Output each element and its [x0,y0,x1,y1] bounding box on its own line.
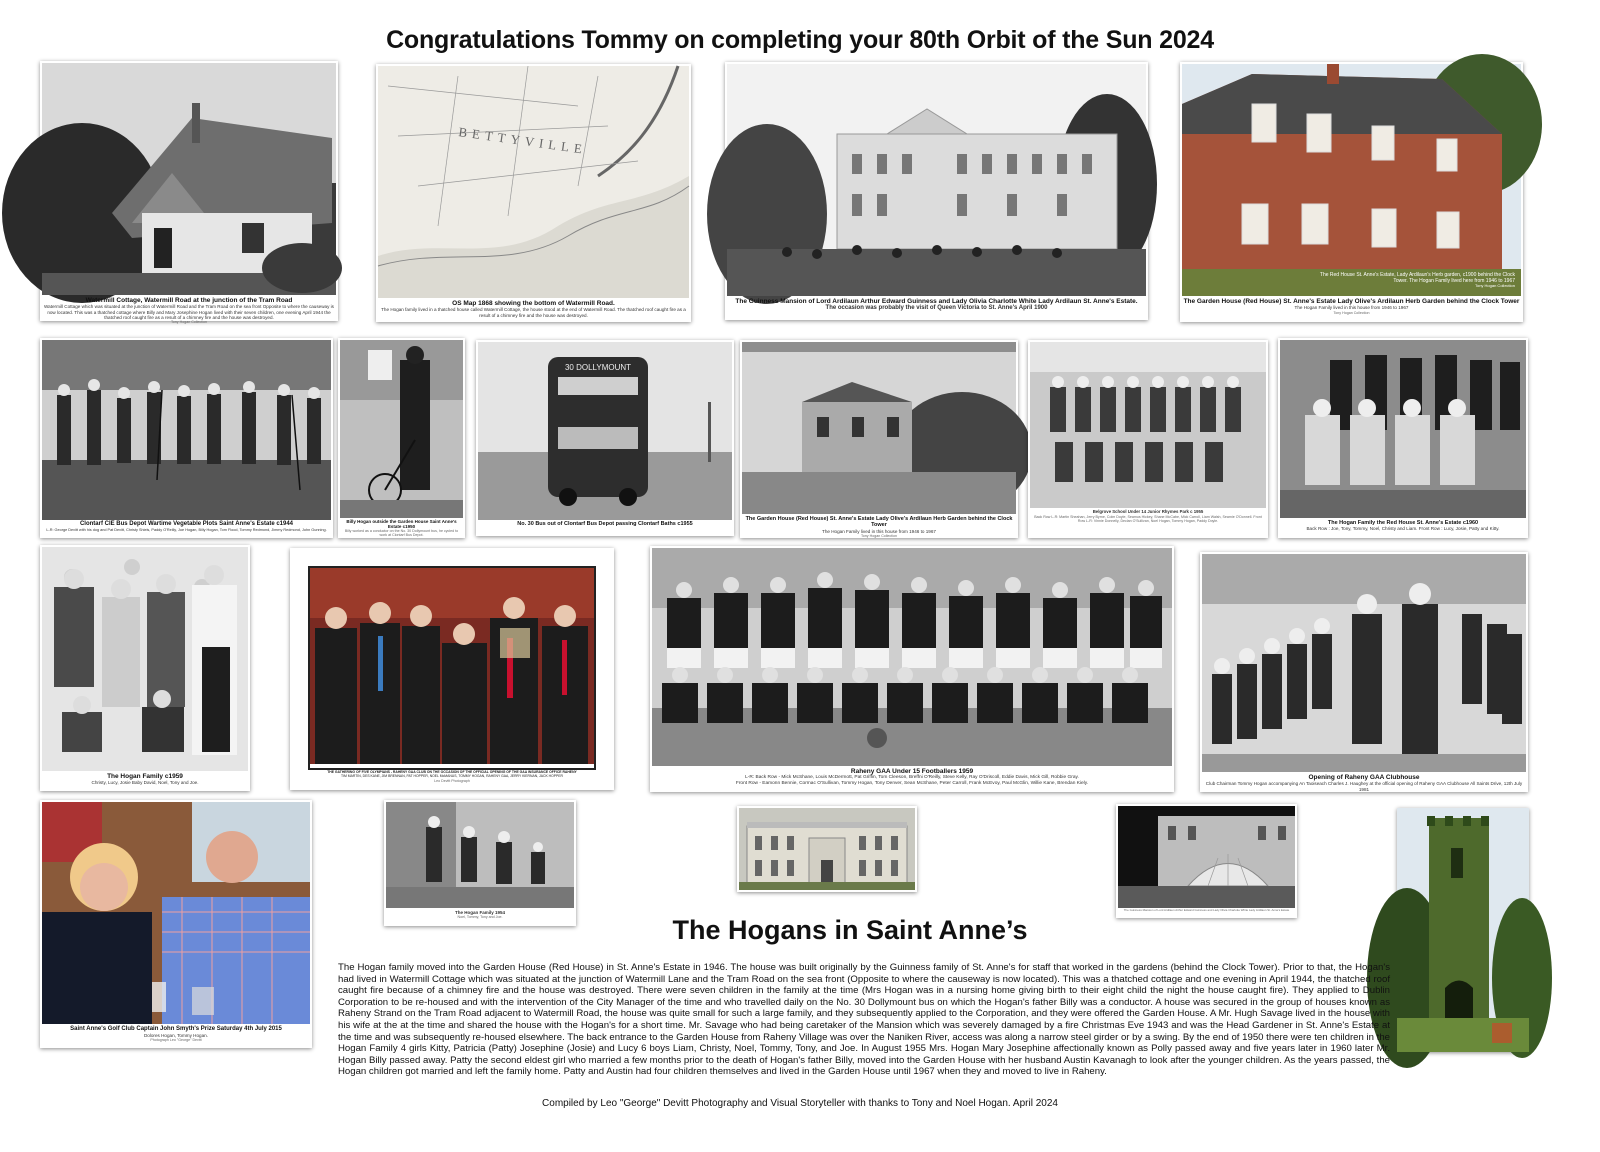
school-team-caption-title: Belgrove School Under 14 Junior Rhymes Park c 1955 [1092,509,1204,514]
clubhouse-caption-sub: Club Chairman Tommy Hogan accompanying An Taoiseach Charles J. Haughey at the official opening of Raheny GAA Clubhouse All Saints Drive, 12th July 1981 [1205,781,1523,792]
bus-caption [479,521,731,527]
gaa-image [652,548,1172,766]
garden-house-caption [743,516,1015,538]
family-1959-image [42,547,248,771]
school-team-caption-sub: Back Row L-R: Martin Sheahan, Jerry Byrne, Colm Doyle, Seamus Hickey, Shane McCabe, Mick Carroll, Liam Walsh, Seamie O'Donnell. Front Row L-R: Vinnie Donnelly, Declan O'Sullivan, Noel Hogan, Tommy Hogan, Paddy Doyle. [1034,514,1262,524]
mansion-caption-sub: The occasion was probably the visit of Queen Victoria to St. Anne's April 1900 [825,305,1048,312]
family-1954-image [386,802,574,908]
family-1959-caption [43,773,247,786]
gaa-caption [653,768,1171,787]
bicycle-image [340,340,463,518]
photo-hogan-family-1959 [40,545,250,791]
photo-golf-club-2015 [40,800,312,1048]
cottage-caption-tag: Tony Hogan Collection [171,320,207,325]
red-house-overlay-text: The Red House St. Anne's Estate, Lady Ardilaun's Herb garden, c1900 behind the Clock Tower. The Hogan Family lived here from 1946 to 1967 [1319,272,1515,284]
red-house-caption-sub: The Hogan Family lived in this house from 1946 to 1967 [1294,305,1409,311]
reunion-caption-tag: Leo Devitt Photograph [434,778,470,783]
red-house-caption [1183,298,1520,315]
family-1960-caption [1281,520,1525,532]
school-team-image [1030,342,1266,508]
cottage-caption-sub: Watermill Cottage which was situated at the junction of Watermill Road and the Tram Road on the sea front Opposite to where the causeway is now located. This was a thatched cottage where Billy and Mary Josephine Hogan lived with their seven children, one evening April 1944 the thatched roof caught fire as a result of a chimney fire and the house was destroyed. [44,304,334,321]
photo-garden-house [740,340,1018,538]
cottage-caption [43,297,335,324]
os-map-caption [379,300,688,318]
family-1954-caption-title: The Hogan Family 1954 [454,910,506,915]
family-1960-image [1280,340,1526,518]
clubhouse-caption [1203,774,1525,792]
photo-os-map [376,64,691,322]
photo-clock-tower [1397,808,1529,1052]
photo-billy-bicycle [338,338,465,538]
os-map-label: BETTYVILLE [457,124,588,157]
photo-watermill-cottage [40,61,338,325]
section-title: The Hogans in Saint Anne’s [672,915,1028,945]
garden-house-caption-tag: Tony Hogan Collection [861,533,897,538]
photo-raheny-gaa-1959 [650,546,1174,792]
golf-caption-sub: Dolores Hogan, Tommy Hogan. [143,1032,208,1038]
golf-caption-title: Saint Anne's Golf Club Captain John Smyth's Prize Saturday 4th July 2015 [70,1026,282,1032]
workers-caption [43,521,330,532]
golf-caption [43,1026,309,1042]
golf-image [42,802,310,1024]
os-map-image [378,66,689,298]
page-title: Congratulations Tommy on completing your 80th Orbit of the Sun 2024 [386,26,1214,54]
credit-line: Compiled by Leo "George" Devitt Photography and Visual Storyteller with thanks to Tony and Noel Hogan. April 2024 [542,1098,1058,1109]
bus-destination: 30 DOLLYMOUNT [564,363,632,372]
gaa-caption-back-row: L-R: Back Row - Mick McShane, Louis McDermott, Pat Griffin, Tom Cleeson, Breffni O'Reilly, Steve Kelly, Ray O'Driscoll, Eddie Davis, Mick Gill, Robbie Gray. [745,775,1079,781]
conservatory-image [1118,806,1295,908]
conservatory-caption-title: The Guinness Mansion of Lord Ardilaun Arthur Edward Guinness and Lady Olivia Charlotte White Lady Ardilaun St. Anne's Estate [1123,908,1290,912]
family-1959-caption-sub: Christy, Lucy, Josie Baby David, Noel, Tony and Joe. [91,780,199,786]
photo-no30-bus [476,340,734,536]
reunion-caption-sub: TIM MARTIN, DES KANE, JIM BRENNAN, PAT HOPPER, NOEL McMANUS, TOMMY HOGAN, RAHENY GAA, JERRY KIERNAN, JACK HOPPER [341,773,563,778]
bicycle-caption [341,519,462,538]
gaa-caption-front-row: Front Row - Eamonn Bennie, Cormac O'Sullivan, Tommy Hogan, Tony Denver, Sean McShane, Peter Carroll, Frank McEvoy, Paul McGlin, Willie Kane, Brendan Kiely. [735,780,1089,786]
family-1954-caption [387,910,573,919]
red-house-overlay-tag: Tony Hogan Collection [1474,283,1515,288]
red-house-caption-title: The Garden House (Red House) St. Anne's Estate Lady Olive's Ardilaun Herb Garden behind the Clock Tower [1183,298,1520,305]
photo-clubhouse-opening [1200,552,1528,792]
photo-mansion-conservatory [1116,804,1297,918]
reunion-image [308,566,596,770]
bicycle-caption-sub: Billy worked as a conductor on the No. 30 Dollymount bus, he cycled to work at Clontarf Bus Depot. [344,529,459,538]
workers-caption-title: Clontarf CIE Bus Depot Wartime Vegetable Plots Saint Anne's Estate c1944 [79,521,294,527]
photo-bus-depot-workers [40,338,333,538]
mansion-image [727,64,1146,296]
workers-caption-sub: L-R: George Devitt with his dog and Pat Devitt, Christy Shiels, Paddy O'Reilly, Joe Hogan, Billy Hogan, Tom Flood, Tommy Redmond, Jimmy Redmond, John Gunning. [46,527,327,532]
school-team-caption [1031,510,1265,523]
family-1959-caption-title: The Hogan Family c1959 [107,773,183,780]
photo-hogan-family-1954 [384,800,576,926]
cottage-caption-title: Watermill Cottage, Watermill Road at the junction of the Tram Road [85,297,293,304]
clubhouse-image [1202,554,1526,772]
cottage-image [42,63,336,295]
clock-tower-image [1397,808,1529,1052]
garden-house-caption-sub: The Hogan Family lived in this house from 1946 to 1967 [822,528,936,534]
story-paragraph: The Hogan family moved into the Garden House (Red House) in St. Anne's Estate in 1946. The house was built originally by the Guinness family of St. Anne's for staff that worked in the gardens (behind the Clock Tower). Prior to that, the Hogan's had lived in Watermill Cottage which was situated at the junction of Watermill Lane and the Tram Road on the sea front (Opposite to where the causeway is now located). This was a thatched cottage and one evening in April 1944, the thatched roof caught fire because of a chimney fire and the house was destroyed. There were seven children in the family at the time (Mrs Hogan was in a nursing home giving birth to their eight child the night the house caught fire). They applied to Dublin Corporation to be re-housed and with the intervention of the City Manager of the time and who travelled daily on the No. 30 Dollymount bus on which the Hogan's father Billy was a conductor. A house was secured in the group of houses known as Raheny Strand on the Tram Road adjacent to Watermill Road, the house was quite small for such a large family, and they subsequently applied to the Corporation, and they were offered the Garden House. A Mr. Hugh Savage lived in the house with his wife at the at the time and shared the house with the Hogan's for a short time. Mr. Savage who had being caretaker of the Mansion which was severely damaged by a fire Christmas Eve 1943 and was the Head Gardener in St. Anne's Estate at the time and was subsequently re-housed elsewhere. The back entrance to the Garden House from Raheny Village was over the Naniken River, access was along a narrow steel girder or by a swing. By the end of 1950 there were ten children in the Hogan Family 4 girls Kitty, Patricia (Patty) Josephine (Josie) and Lucy 6 boys Liam, Christy, Noel, Tommy, Tony, and Joe. In August 1955 Mrs. Hogan Mary Josephine affectionally known as Polly passed away and five years later in 1960 later Mr. Hogan Billy passed away. Patty the second eldest girl who married a few months prior to the death of Hogan's father Billy, moved into the Garden House with her husband Austin Kavanagh to look after the younger children. As the years passed, the Hogan children got married and left the family home. Patty and Austin had four children themselves and lived in the Garden House until 1967 when they and moved to live in Raheny. [338,962,1390,1078]
red-house-overlay [1315,272,1515,289]
mansion-caption-title: The Guinness Mansion of Lord Ardilaun Arthur Edward Guinness and Lady Olivia Charlotte White Lady Ardilaun St. Anne's Estate. [735,298,1138,305]
photo-guinness-mansion [725,62,1148,320]
photo-hogan-family-1960 [1278,338,1528,538]
os-map-caption-sub: The Hogan family lived in a thatched house called Watermill Cottage, the house stood at the end of Watermill Road. The thatched roof caught fire as a result of a chimney fire and the house was destroyed. [381,307,686,318]
conservatory-caption [1119,909,1294,912]
os-map-caption-title: OS Map 1868 showing the bottom of Watermill Road. [452,300,615,307]
photo-olympians-reunion [290,548,614,790]
reunion-caption [293,771,611,783]
photo-school-team [1028,340,1268,538]
clubhouse-caption-title: Opening of Raheny GAA Clubhouse [1308,774,1420,781]
bicycle-caption-title: Billy Hogan outside the Garden House Saint Anne's Estate c1950 [346,519,457,530]
photo-mansion-facade [737,806,917,892]
gaa-caption-title: Raheny GAA Under 15 Footballers 1959 [850,768,974,775]
bus-image [478,342,732,520]
family-1960-caption-title: The Hogan Family the Red House St. Anne's Estate c1960 [1327,520,1479,526]
mansion-facade-image [739,808,915,890]
photo-red-house [1180,62,1523,322]
golf-caption-tag: Photograph Leo "George" Devitt [150,1038,202,1043]
garden-house-caption-title: The Garden House (Red House) St. Anne's Estate Lady Olive's Ardilaun Herb Garden behind the Clock Tower [745,516,1013,529]
family-1954-caption-sub: Noel, Tommy, Tony and Joe. [457,915,503,920]
workers-image [42,340,331,520]
garden-house-image [742,342,1016,514]
mansion-caption [728,298,1145,312]
family-1960-caption-sub: Back Row : Joe, Tony, Tommy, Noel, Christy and Liam. Front Row : Lucy, Josie, Patty and Kitty. [1306,526,1500,532]
reunion-caption-title: THE GATHERING OF FIVE OLYMPIANS - RAHENY GAA CLUB ON THE OCCASION OF THE OFFICIAL OPENING OF THE GAA INSURANCE OFFICE RAHENY [327,770,577,774]
red-house-image [1182,64,1521,296]
red-house-caption-tag: Tony Hogan Collection [1333,310,1370,315]
bus-caption-title: No. 30 Bus out of Clontarf Bus Depot passing Clontarf Baths c1955 [517,521,693,527]
